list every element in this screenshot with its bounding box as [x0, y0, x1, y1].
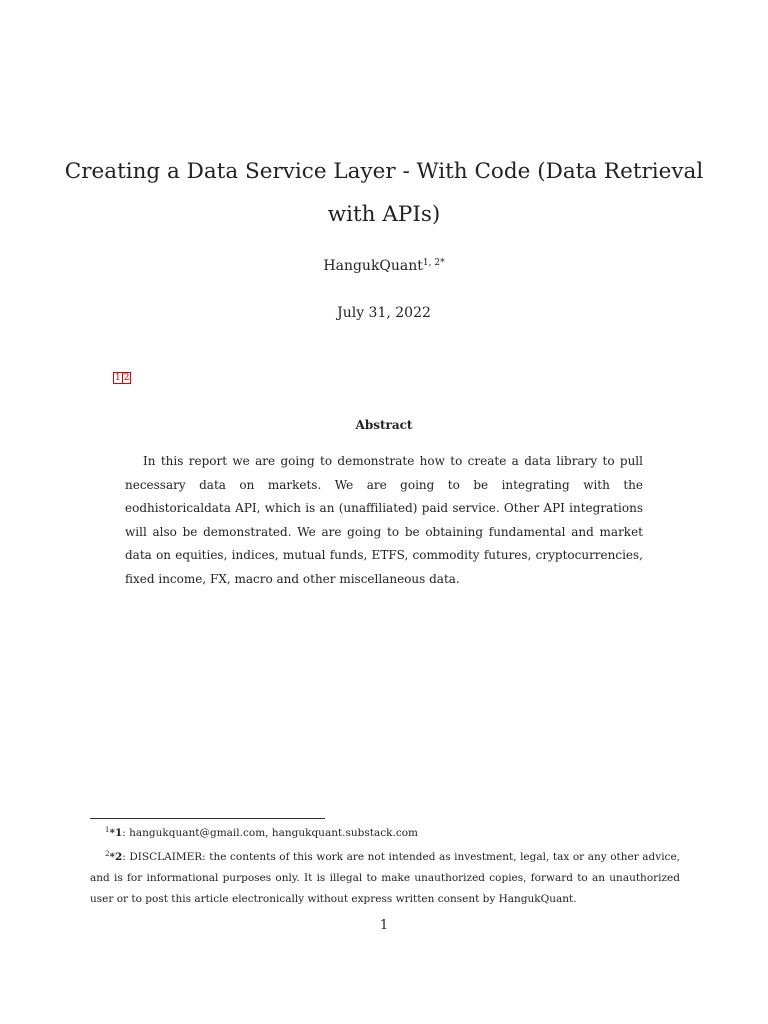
footnote-1: [90, 820, 680, 844]
footnote-links: [113, 372, 130, 384]
footnote-divider: [90, 818, 325, 819]
footnote-2-text: : DISCLAIMER: the contents of this work are not intended as investment, legal, tax or any other advice, and is for informational purposes only. It is illegal to make unauthorized copies, forward to an unauthorized user or to post this article electronically without express written consent by HangukQuant.: [90, 851, 680, 905]
author-name: HangukQuant: [323, 258, 423, 274]
footnotes: [90, 820, 680, 910]
footnote-1-label: *1: [109, 827, 123, 839]
author-line: [0, 258, 768, 274]
footnote-1-mark: 1: [105, 826, 110, 834]
footnote-1-text: : hangukquant@gmail.com, hangukquant.substack.com: [122, 827, 418, 839]
paper-title: Creating a Data Service Layer - With Code (Data Retrieval with APIs): [64, 159, 704, 227]
author-affiliation-marks: 1, 2*: [422, 258, 445, 268]
footnote-link-1[interactable]: 1: [115, 373, 121, 383]
abstract-body: In this report we are going to demonstrate how to create a data library to pull necessary data on markets. We are going to be integrating with the eodhistoricaldata API, which is an (unaffiliated) paid service. Other API integrations will also be demonstrated. We are going to be obtaining fundamental and market data on equities, indices, mutual funds, ETFS, commodity futures, cryptocurrencies, fixed income, FX, macro and other miscellaneous data.: [125, 454, 643, 586]
footnote-link-2[interactable]: 2: [123, 373, 130, 383]
footnote-2: [90, 844, 680, 910]
footnote-2-mark: 2: [105, 850, 110, 858]
page-number: 1: [379, 918, 389, 933]
abstract-heading: Abstract: [355, 418, 413, 432]
footnote-2-label: *2: [109, 851, 123, 863]
paper-date: July 31, 2022: [337, 305, 431, 321]
